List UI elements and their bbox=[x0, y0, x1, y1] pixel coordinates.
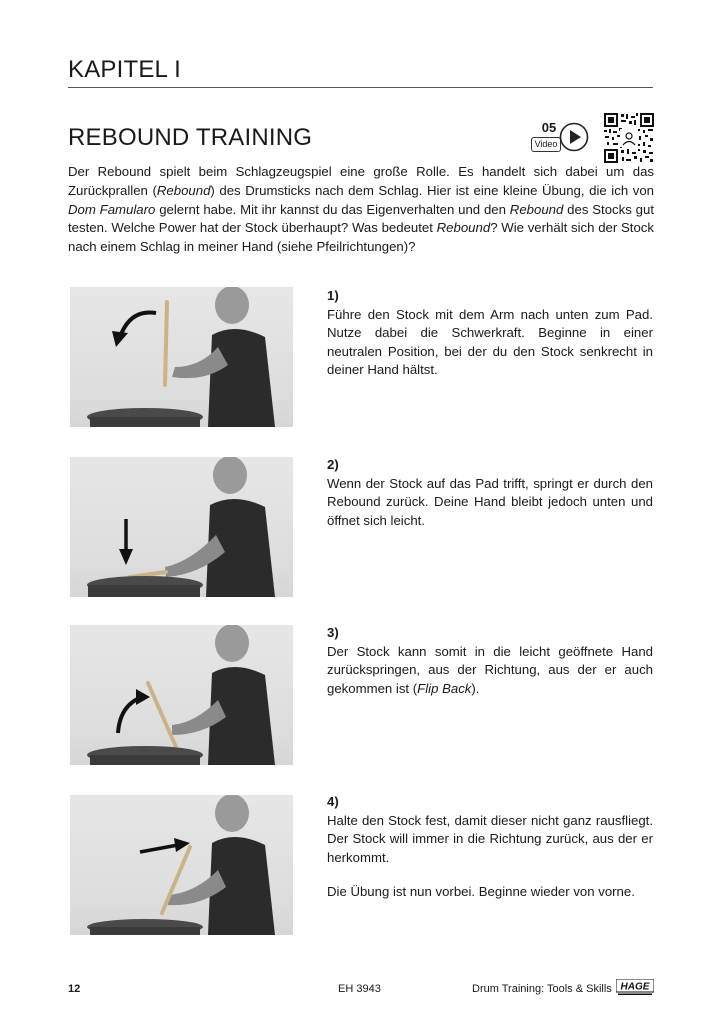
step-3-text bbox=[327, 624, 653, 698]
video-badge[interactable] bbox=[531, 120, 593, 156]
emphasis-text: Flip Back bbox=[417, 680, 472, 696]
step-body bbox=[327, 643, 653, 699]
text-run: ) des Drumsticks nach dem Schlag. Hier ist eine kleine Übung, die ich von bbox=[210, 182, 654, 198]
chapter-heading: KAPITEL I bbox=[68, 56, 181, 83]
step-number: 1) bbox=[327, 288, 339, 303]
publisher-logo bbox=[616, 979, 654, 997]
intro-paragraph bbox=[68, 163, 654, 257]
text-run: Halte den Stock fest, damit dieser nicht ganz rausfliegt. Der Stock will immer in die Richtung zurück, aus der er herkommt. bbox=[327, 812, 653, 865]
emphasis-text: Rebound bbox=[509, 201, 564, 217]
text-run: des Stocks gut testen. Welche Power hat der Stock überhaupt? Was bedeutet bbox=[68, 201, 654, 236]
chapter-divider bbox=[68, 87, 653, 88]
step-1-photo bbox=[70, 287, 293, 427]
text-run: ? Wie verhält sich der Stock nach einem Schlag in meiner Hand (siehe Pfeilrichtungen)? bbox=[68, 220, 654, 255]
edition-code: EH 3943 bbox=[338, 983, 381, 995]
step-body bbox=[327, 475, 653, 531]
step-number: 4) bbox=[327, 794, 339, 809]
step-3-photo bbox=[70, 625, 293, 765]
text-run: ). bbox=[471, 680, 480, 696]
step-4-photo bbox=[70, 795, 293, 935]
qr-code-icon[interactable] bbox=[603, 112, 655, 164]
step-body bbox=[327, 306, 653, 380]
step-closing-note: Die Übung ist nun vorbei. Beginne wieder von vorne. bbox=[327, 884, 635, 900]
step-2-text bbox=[327, 456, 653, 530]
section-title: REBOUND TRAINING bbox=[68, 124, 313, 151]
text-run: Führe den Stock mit dem Arm nach unten zum Pad. Nutze dabei die Schwerkraft. Beginne in einer neutralen Position, bei der du den Stock senkrecht in deiner Hand hältst. bbox=[327, 306, 653, 378]
step-number: 3) bbox=[327, 625, 339, 640]
drummer-illustration bbox=[70, 457, 293, 597]
drummer-illustration bbox=[70, 287, 293, 427]
step-body bbox=[327, 812, 653, 868]
emphasis-text: Rebound bbox=[156, 182, 211, 198]
video-number: 05 bbox=[541, 120, 557, 135]
play-icon[interactable] bbox=[559, 122, 589, 152]
emphasis-text: Rebound bbox=[436, 220, 491, 236]
emphasis-text: Dom Famularo bbox=[68, 201, 156, 217]
drummer-illustration bbox=[70, 625, 293, 765]
step-4-text bbox=[327, 793, 653, 902]
step-2-photo bbox=[70, 457, 293, 597]
text-run: Wenn der Stock auf das Pad trifft, springt er durch den Rebound zurück. Deine Hand bleibt jedoch unten und öffnet sich leicht. bbox=[327, 475, 653, 528]
book-title: Drum Training: Tools & Skills bbox=[472, 983, 612, 995]
video-label: Video bbox=[531, 137, 561, 152]
text-run: gelernt habe. Mit ihr kannst du das Eigenverhalten und den bbox=[155, 201, 510, 217]
page-number: 12 bbox=[68, 983, 81, 995]
step-number: 2) bbox=[327, 457, 339, 472]
step-1-text bbox=[327, 287, 653, 380]
text-run: Der Stock kann somit in die leicht geöffnete Hand zurückspringen, aus der Richtung, aus der er auch gekommen ist ( bbox=[327, 643, 653, 696]
publisher-logo-text: HAGE bbox=[620, 981, 650, 993]
drummer-illustration bbox=[70, 795, 293, 935]
text-run: Der Rebound spielt beim Schlagzeugspiel eine große Rolle. Es handelt sich dabei um das Zurückprallen ( bbox=[68, 164, 654, 198]
